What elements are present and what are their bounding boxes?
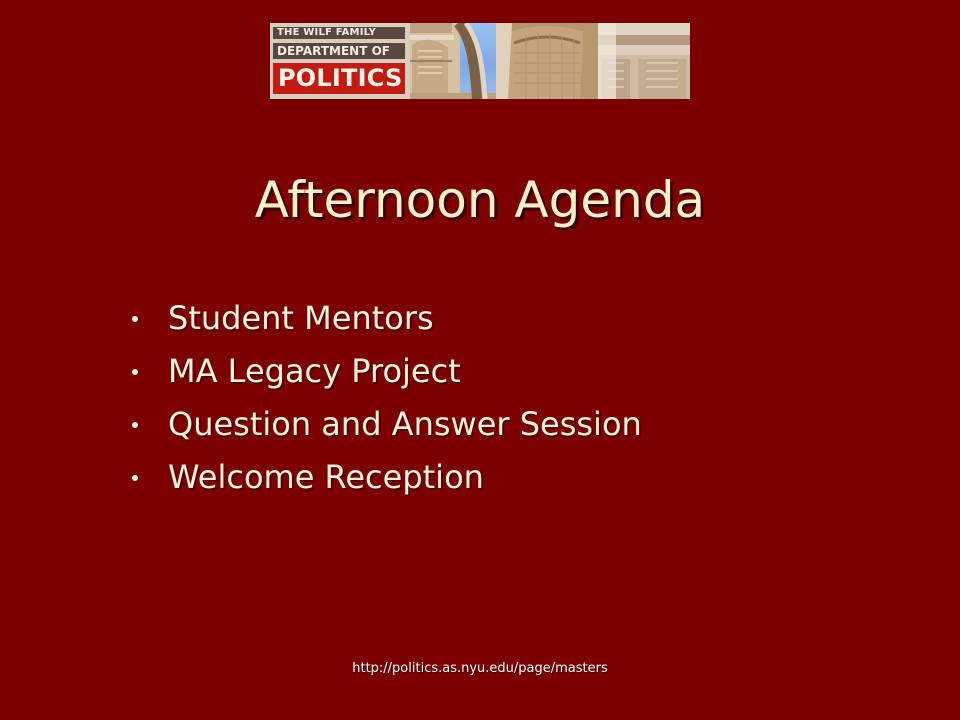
agenda-item-student-mentors — [132, 295, 642, 348]
logo-line-politics: POLITICS — [273, 63, 405, 94]
department-banner — [270, 23, 690, 99]
arch-photo-panel-left — [410, 23, 496, 99]
agenda-item-ma-legacy-project — [132, 348, 642, 401]
bullet-dot-icon — [132, 422, 138, 428]
agenda-item-label: Welcome Reception — [168, 458, 484, 496]
arch-photo-panel-right — [598, 23, 690, 99]
bullet-dot-icon — [132, 475, 138, 481]
logo-line-the-wilf-family: THE WILF FAMILY — [273, 27, 405, 39]
agenda-item-label: MA Legacy Project — [168, 352, 461, 390]
agenda-list — [132, 295, 642, 507]
agenda-item-welcome-reception — [132, 454, 642, 507]
arch-photo-panel-center — [496, 23, 598, 99]
agenda-item-question-and-answer-session — [132, 401, 642, 454]
footer-url: http://politics.as.nyu.edu/page/masters — [352, 661, 608, 676]
arch-photo-collage — [410, 23, 690, 99]
logo-line-department-of: DEPARTMENT OF — [273, 43, 405, 59]
agenda-item-label: Question and Answer Session — [168, 405, 642, 443]
slide-title: Afternoon Agenda — [254, 171, 706, 229]
bullet-dot-icon — [132, 369, 138, 375]
bullet-dot-icon — [132, 316, 138, 322]
agenda-item-label: Student Mentors — [168, 299, 434, 337]
department-logo — [270, 23, 410, 99]
